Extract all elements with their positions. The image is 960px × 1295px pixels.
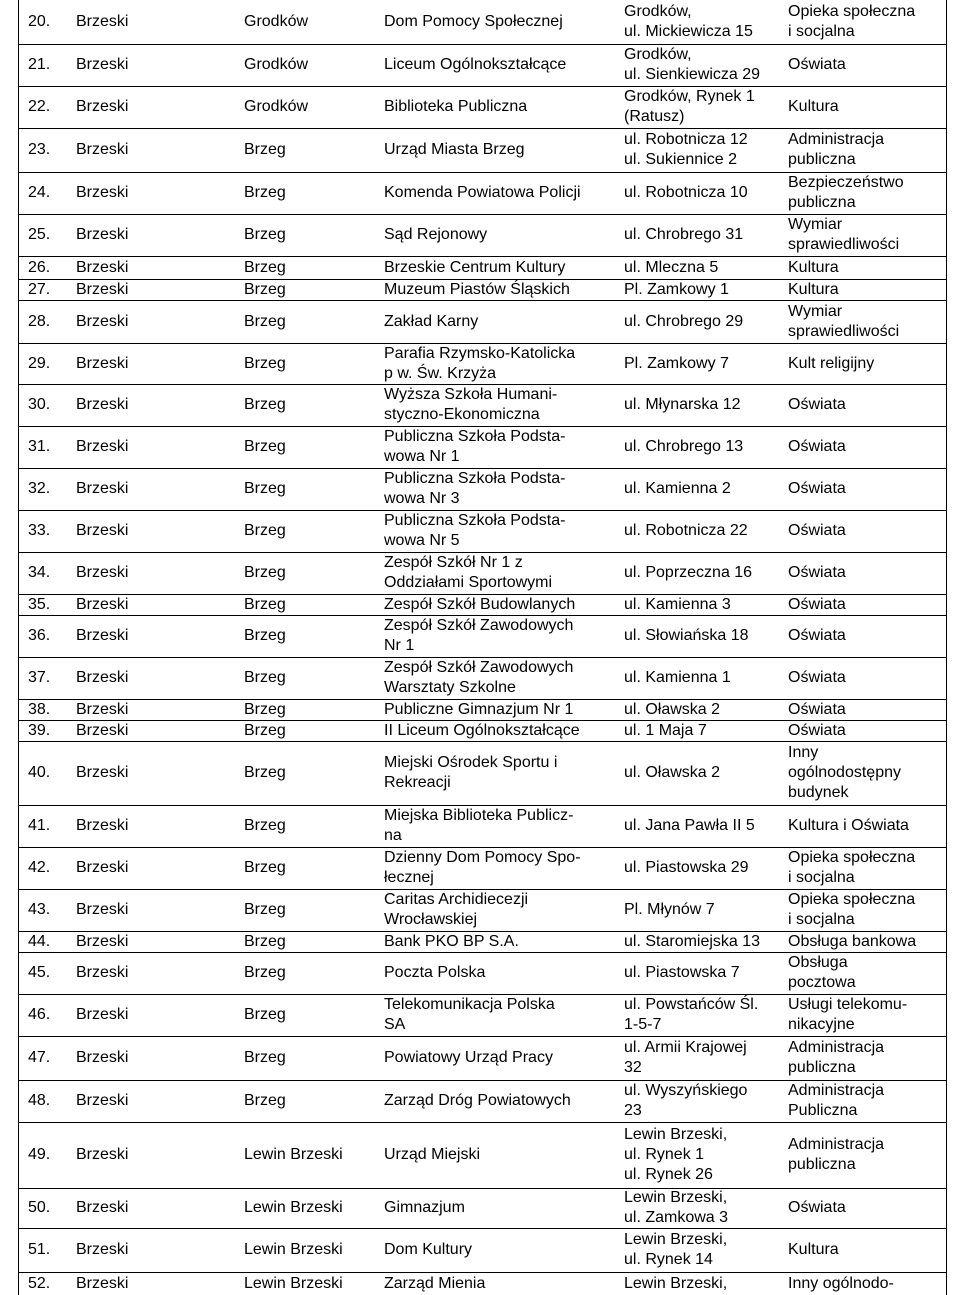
cell-town: Brzeg — [244, 595, 286, 613]
cell-addr: (Ratusz) — [624, 108, 685, 125]
cell-town: Brzeg — [244, 1092, 286, 1109]
cell-addr: ul. Chrobrego 29 — [624, 312, 744, 330]
cell-name: p w. Św. Krzyża — [384, 364, 497, 382]
cell-addr: ul. Armii Krajowej — [624, 1039, 747, 1056]
row-divider — [18, 1036, 946, 1037]
cell-no: 45. — [28, 964, 51, 981]
cell-cat: Kult religijny — [788, 354, 875, 372]
cell-county: Brzeski — [76, 56, 129, 73]
cell-cat: i socjalna — [788, 23, 855, 40]
cell-cat: i socjalna — [788, 869, 855, 886]
cell-cat: Oświata — [788, 396, 846, 413]
cell-county: Brzeski — [76, 1241, 129, 1258]
cell-addr: ul. Chrobrego 31 — [624, 226, 744, 243]
cell-town: Lewin Brzeski — [244, 1274, 343, 1292]
cell-addr: ul. Kamienna 2 — [624, 480, 731, 497]
cell-county: Brzeski — [76, 817, 129, 834]
cell-town: Brzeg — [244, 764, 286, 781]
cell-town: Brzeg — [244, 932, 286, 950]
cell-name: Komenda Powiatowa Policji — [384, 184, 581, 201]
cell-cat: Inny — [788, 744, 819, 761]
cell-addr: Lewin Brzeski, — [624, 1189, 728, 1206]
column-divider — [946, 0, 947, 1295]
cell-no: 40. — [28, 764, 51, 781]
cell-cat: Oświata — [788, 721, 846, 739]
cell-town: Lewin Brzeski — [244, 1146, 343, 1163]
cell-name: Publiczna Szkoła Podsta- — [384, 512, 566, 529]
cell-cat: Opieka społeczna — [788, 891, 916, 908]
cell-name: Zespół Szkół Zawodowych — [384, 617, 574, 634]
row-divider — [18, 1122, 946, 1123]
cell-town: Lewin Brzeski — [244, 1199, 343, 1216]
row-divider — [18, 741, 946, 742]
cell-addr: Lewin Brzeski, — [624, 1126, 728, 1143]
cell-town: Grodków — [244, 98, 309, 115]
cell-no: 33. — [28, 522, 51, 539]
cell-name: Miejska Biblioteka Publicz- — [384, 807, 574, 824]
cell-town: Brzeg — [244, 312, 286, 330]
cell-county: Brzeski — [76, 595, 129, 613]
cell-town: Brzeg — [244, 721, 286, 739]
cell-addr: Pl. Zamkowy 1 — [624, 280, 729, 298]
cell-town: Brzeg — [244, 627, 286, 644]
cell-cat: Kultura — [788, 280, 839, 298]
cell-addr: ul. 1 Maja 7 — [624, 721, 707, 739]
cell-name: Dom Pomocy Społecznej — [384, 13, 563, 30]
cell-no: 24. — [28, 184, 51, 201]
cell-county: Brzeski — [76, 226, 129, 243]
cell-addr: ul. Kamienna 1 — [624, 669, 731, 686]
cell-cat: publiczna — [788, 151, 856, 168]
cell-town: Brzeg — [244, 859, 286, 876]
cell-cat: Oświata — [788, 627, 846, 644]
cell-name: Zarząd Dróg Powiatowych — [384, 1092, 571, 1109]
cell-no: 28. — [28, 312, 51, 330]
cell-no: 50. — [28, 1199, 51, 1216]
row-divider — [18, 44, 946, 45]
cell-county: Brzeski — [76, 669, 129, 686]
cell-name: II Liceum Ogólnokształcące — [384, 721, 580, 739]
cell-name: Urząd Miejski — [384, 1146, 481, 1163]
cell-name: SA — [384, 1016, 406, 1033]
cell-name: Nr 1 — [384, 637, 415, 654]
cell-town: Brzeg — [244, 258, 286, 276]
cell-county: Brzeski — [76, 564, 129, 581]
cell-no: 34. — [28, 564, 51, 581]
cell-name: Gimnazjum — [384, 1199, 465, 1216]
cell-addr: ul. Rynek 26 — [624, 1166, 713, 1183]
cell-county: Brzeski — [76, 1092, 129, 1109]
cell-addr: ul. Młynarska 12 — [624, 396, 741, 413]
cell-name: Publiczna Szkoła Podsta- — [384, 428, 566, 445]
cell-name: Telekomunikacja Polska — [384, 996, 555, 1013]
cell-county: Brzeski — [76, 700, 129, 718]
cell-name: Wyższa Szkoła Humani- — [384, 386, 558, 403]
cell-name: na — [384, 827, 402, 844]
cell-cat: Opieka społeczna — [788, 849, 916, 866]
cell-no: 35. — [28, 595, 51, 613]
cell-cat: Oświata — [788, 700, 846, 718]
cell-no: 44. — [28, 932, 51, 950]
cell-no: 36. — [28, 627, 51, 644]
cell-no: 25. — [28, 226, 51, 243]
cell-cat: Obsługa bankowa — [788, 932, 917, 950]
cell-name: Sąd Rejonowy — [384, 226, 488, 243]
cell-town: Brzeg — [244, 564, 286, 581]
cell-name: Powiatowy Urząd Pracy — [384, 1049, 553, 1066]
cell-no: 47. — [28, 1049, 51, 1066]
cell-addr: ul. Powstańców Śl. — [624, 996, 759, 1013]
cell-cat: Oświata — [788, 522, 846, 539]
cell-no: 43. — [28, 901, 51, 918]
cell-addr: Pl. Zamkowy 7 — [624, 354, 729, 372]
cell-county: Brzeski — [76, 932, 129, 950]
cell-no: 51. — [28, 1241, 51, 1258]
cell-county: Brzeski — [76, 312, 129, 330]
cell-county: Brzeski — [76, 1146, 129, 1163]
cell-cat: Publiczna — [788, 1102, 858, 1119]
cell-name: Poczta Polska — [384, 964, 486, 981]
cell-cat: Oświata — [788, 564, 846, 581]
cell-name: wowa Nr 5 — [384, 532, 460, 549]
cell-cat: budynek — [788, 784, 849, 801]
cell-town: Grodków — [244, 13, 309, 30]
cell-addr: ul. Kamienna 3 — [624, 595, 731, 613]
cell-town: Brzeg — [244, 280, 286, 298]
cell-name: Publiczna Szkoła Podsta- — [384, 470, 566, 487]
cell-cat: Oświata — [788, 56, 846, 73]
cell-no: 30. — [28, 396, 51, 413]
cell-name: Zespół Szkół Zawodowych — [384, 659, 574, 676]
cell-name: Liceum Ogólnokształcące — [384, 56, 567, 73]
cell-town: Brzeg — [244, 964, 286, 981]
cell-no: 21. — [28, 56, 51, 73]
cell-name: Miejski Ośrodek Sportu i — [384, 754, 558, 771]
cell-no: 41. — [28, 817, 51, 834]
cell-town: Brzeg — [244, 901, 286, 918]
cell-cat: publiczna — [788, 194, 856, 211]
cell-county: Brzeski — [76, 901, 129, 918]
row-divider — [18, 1228, 946, 1229]
cell-addr: ul. Piastowska 7 — [624, 964, 740, 981]
cell-no: 38. — [28, 700, 51, 718]
cell-addr: Grodków, Rynek 1 — [624, 88, 755, 105]
cell-name: Biblioteka Publiczna — [384, 98, 528, 115]
cell-town: Brzeg — [244, 1049, 286, 1066]
cell-name: Zarząd Mienia — [384, 1274, 486, 1292]
cell-no: 32. — [28, 480, 51, 497]
cell-no: 23. — [28, 141, 51, 158]
cell-name: wowa Nr 1 — [384, 448, 460, 465]
cell-cat: sprawiedliwości — [788, 322, 900, 340]
cell-town: Brzeg — [244, 354, 286, 372]
cell-name: Caritas Archidiecezji — [384, 891, 529, 908]
cell-cat: Administracja — [788, 1039, 885, 1056]
cell-no: 42. — [28, 859, 51, 876]
cell-cat: ogólnodostępny — [788, 764, 901, 781]
cell-county: Brzeski — [76, 13, 129, 30]
cell-addr: ul. Mleczna 5 — [624, 258, 719, 276]
cell-no: 49. — [28, 1146, 51, 1163]
cell-cat: Wymiar — [788, 216, 843, 233]
cell-addr: ul. Poprzeczna 16 — [624, 564, 753, 581]
cell-addr: ul. Robotnicza 12 — [624, 131, 748, 148]
cell-town: Brzeg — [244, 700, 286, 718]
cell-addr: Lewin Brzeski, — [624, 1231, 728, 1248]
cell-town: Lewin Brzeski — [244, 1241, 343, 1258]
cell-name: Rekreacji — [384, 774, 451, 791]
cell-name: Oddziałami Sportowymi — [384, 574, 553, 591]
cell-addr: Pl. Młynów 7 — [624, 901, 715, 918]
cell-addr: 23 — [624, 1102, 642, 1119]
cell-cat: publiczna — [788, 1156, 856, 1173]
row-divider — [18, 128, 946, 129]
row-divider — [18, 86, 946, 87]
cell-town: Grodków — [244, 56, 309, 73]
cell-town: Brzeg — [244, 480, 286, 497]
cell-addr: ul. Sienkiewicza 29 — [624, 66, 761, 83]
cell-county: Brzeski — [76, 1049, 129, 1066]
cell-cat: Administracja — [788, 131, 885, 148]
cell-cat: Kultura — [788, 98, 839, 115]
cell-cat: Oświata — [788, 1199, 846, 1216]
cell-cat: Oświata — [788, 595, 846, 613]
cell-name: Muzeum Piastów Śląskich — [384, 280, 570, 298]
cell-town: Brzeg — [244, 669, 286, 686]
cell-name: Zakład Karny — [384, 312, 479, 330]
cell-cat: Bezpieczeństwo — [788, 174, 904, 191]
cell-county: Brzeski — [76, 1006, 129, 1023]
cell-addr: ul. Oławska 2 — [624, 700, 721, 718]
cell-town: Brzeg — [244, 184, 286, 201]
cell-name: Publiczne Gimnazjum Nr 1 — [384, 700, 574, 718]
cell-cat: Oświata — [788, 669, 846, 686]
cell-no: 48. — [28, 1092, 51, 1109]
cell-name: Parafia Rzymsko-Katolicka — [384, 344, 576, 362]
cell-addr: 32 — [624, 1059, 642, 1076]
cell-name: Warsztaty Szkolne — [384, 679, 516, 696]
cell-addr: ul. Jana Pawła II 5 — [624, 817, 755, 834]
cell-cat: sprawiedliwości — [788, 236, 900, 253]
cell-cat: Kultura — [788, 1241, 839, 1258]
cell-addr: ul. Rynek 14 — [624, 1251, 713, 1268]
cell-county: Brzeski — [76, 438, 129, 455]
cell-town: Brzeg — [244, 396, 286, 413]
cell-county: Brzeski — [76, 480, 129, 497]
cell-cat: Inny ogólnodo- — [788, 1274, 894, 1292]
cell-cat: Obsługa — [788, 954, 848, 971]
cell-town: Brzeg — [244, 817, 286, 834]
cell-no: 26. — [28, 258, 51, 276]
cell-no: 20. — [28, 13, 51, 30]
cell-county: Brzeski — [76, 1274, 129, 1292]
cell-addr: ul. Słowiańska 18 — [624, 627, 749, 644]
cell-name: Bank PKO BP S.A. — [384, 932, 519, 950]
cell-no: 22. — [28, 98, 51, 115]
cell-cat: Administracja — [788, 1082, 885, 1099]
cell-addr: ul. Oławska 2 — [624, 764, 721, 781]
cell-name: Brzeskie Centrum Kultury — [384, 258, 566, 276]
cell-cat: Kultura — [788, 258, 839, 276]
cell-county: Brzeski — [76, 354, 129, 372]
cell-addr: ul. Mickiewicza 15 — [624, 23, 753, 40]
cell-county: Brzeski — [76, 184, 129, 201]
cell-no: 31. — [28, 438, 51, 455]
cell-name: styczno-Ekonomiczna — [384, 406, 540, 423]
cell-cat: Wymiar — [788, 302, 843, 320]
column-divider — [18, 0, 19, 1295]
cell-county: Brzeski — [76, 627, 129, 644]
cell-county: Brzeski — [76, 859, 129, 876]
cell-cat: Opieka społeczna — [788, 3, 916, 20]
cell-cat: Oświata — [788, 438, 846, 455]
cell-no: 27. — [28, 280, 51, 298]
cell-name: Zespół Szkół Nr 1 z — [384, 554, 523, 571]
cell-county: Brzeski — [76, 721, 129, 739]
cell-addr: 1-5-7 — [624, 1016, 662, 1033]
cell-addr: ul. Robotnicza 10 — [624, 184, 748, 201]
cell-cat: publiczna — [788, 1059, 856, 1076]
cell-addr: ul. Wyszyńskiego — [624, 1082, 748, 1099]
cell-name: wowa Nr 3 — [384, 490, 460, 507]
cell-cat: Oświata — [788, 480, 846, 497]
cell-cat: Kultura i Oświata — [788, 817, 909, 834]
cell-addr: ul. Staromiejska 13 — [624, 932, 761, 950]
cell-no: 46. — [28, 1006, 51, 1023]
cell-town: Brzeg — [244, 522, 286, 539]
cell-county: Brzeski — [76, 396, 129, 413]
cell-addr: ul. Chrobrego 13 — [624, 438, 744, 455]
cell-addr: ul. Robotnicza 22 — [624, 522, 748, 539]
cell-addr: Grodków, — [624, 3, 692, 20]
cell-county: Brzeski — [76, 280, 129, 298]
cell-county: Brzeski — [76, 964, 129, 981]
cell-addr: ul. Sukiennice 2 — [624, 151, 737, 168]
cell-county: Brzeski — [76, 98, 129, 115]
cell-no: 29. — [28, 354, 51, 372]
cell-addr: Grodków, — [624, 46, 692, 63]
cell-no: 39. — [28, 721, 51, 739]
cell-county: Brzeski — [76, 1199, 129, 1216]
cell-addr: ul. Piastowska 29 — [624, 859, 749, 876]
cell-cat: Usługi telekomu- — [788, 996, 908, 1013]
cell-county: Brzeski — [76, 141, 129, 158]
cell-name: łecznej — [384, 869, 434, 886]
cell-county: Brzeski — [76, 764, 129, 781]
cell-addr: ul. Zamkowa 3 — [624, 1209, 729, 1226]
cell-name: Wrocławskiej — [384, 911, 478, 928]
cell-county: Brzeski — [76, 522, 129, 539]
cell-addr: ul. Rynek 1 — [624, 1146, 705, 1163]
cell-town: Brzeg — [244, 141, 286, 158]
cell-name: Zespół Szkół Budowlanych — [384, 595, 576, 613]
cell-name: Dzienny Dom Pomocy Spo- — [384, 849, 581, 866]
cell-county: Brzeski — [76, 258, 129, 276]
cell-town: Brzeg — [244, 226, 286, 243]
cell-no: 37. — [28, 669, 51, 686]
row-divider — [18, 1188, 946, 1189]
cell-cat: Administracja — [788, 1136, 885, 1153]
cell-addr: Lewin Brzeski, — [624, 1274, 728, 1292]
cell-cat: i socjalna — [788, 911, 855, 928]
cell-name: Dom Kultury — [384, 1241, 473, 1258]
cell-cat: pocztowa — [788, 974, 856, 991]
cell-town: Brzeg — [244, 1006, 286, 1023]
cell-cat: nikacyjne — [788, 1016, 855, 1033]
cell-town: Brzeg — [244, 438, 286, 455]
cell-name: Urząd Miasta Brzeg — [384, 141, 525, 158]
cell-no: 52. — [28, 1274, 51, 1292]
